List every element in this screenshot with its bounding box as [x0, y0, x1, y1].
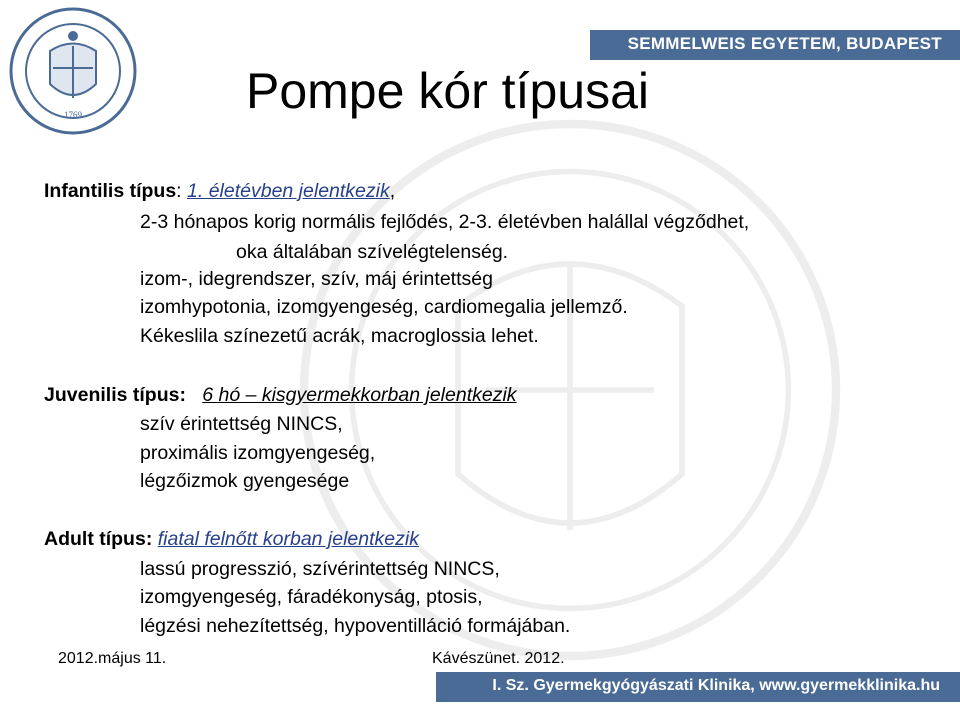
adult-heading [44, 528, 419, 551]
infantile-line: oka általában szívelégtelenség. [236, 241, 509, 263]
footer-event: Kávészünet. 2012. [432, 650, 565, 667]
adult-label: Adult típus: [44, 528, 153, 550]
adult-line: lassú progresszió, szívérintettség NINCS, [140, 558, 500, 580]
infantile-label: Infantilis típus [44, 180, 177, 202]
juvenile-line: légzőizmok gyengesége [140, 470, 350, 492]
juvenile-heading [44, 384, 517, 407]
university-seal-logo [8, 6, 138, 136]
clinic-name: I. Sz. Gyermekgyógyászati Klinika, www.gyermekklinika.hu [492, 677, 940, 694]
infantile-heading [44, 180, 395, 203]
adult-onset: fiatal felnőtt korban jelentkezik [157, 528, 419, 550]
infantile-colon: : [176, 180, 188, 202]
juvenile-onset: 6 hó – kisgyermekkorban jelentkezik [202, 384, 517, 406]
adult-line: izomgyengeség, fáradékonyság, ptosis, [140, 586, 483, 608]
header-banner [590, 30, 960, 60]
juvenile-line: proximális izomgyengeség, [140, 442, 376, 464]
svg-text:1769: 1769 [64, 110, 82, 120]
infantile-line: Kékeslila színezetű acrák, macroglossia lehet. [140, 325, 539, 347]
juvenile-line: szív érintettség NINCS, [140, 413, 343, 435]
infantile-line: izom-, idegrendszer, szív, máj érintettség [140, 268, 493, 290]
slide-title: Pompe kór típusai [246, 63, 649, 119]
infantile-line: izomhypotonia, izomgyengeség, cardiomegalia jellemző. [140, 296, 628, 318]
footer-date: 2012.május 11. [58, 650, 167, 667]
infantile-line: 2-3 hónapos korig normális fejlődés, 2-3. életévben halállal végződhet, [140, 211, 750, 233]
infantile-onset-tail: , [389, 180, 396, 202]
juvenile-label: Juvenilis típus: [44, 384, 186, 406]
brand-name: SEMMELWEIS EGYETEM, BUDAPEST [627, 34, 942, 53]
adult-line: légzési nehezítettség, hypoventilláció formájában. [140, 615, 571, 637]
infantile-onset: 1. életévben jelentkezik [187, 180, 390, 202]
footer-banner [436, 672, 960, 702]
